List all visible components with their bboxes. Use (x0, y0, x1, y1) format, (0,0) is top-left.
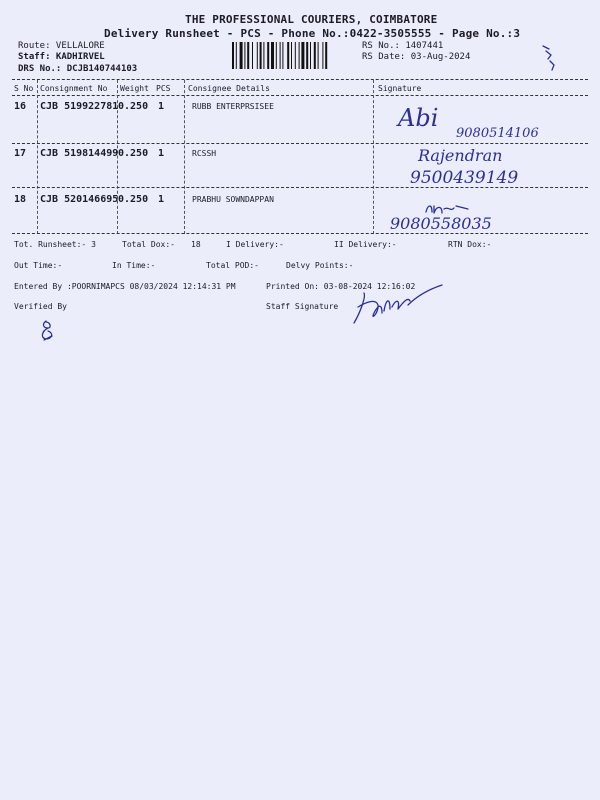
row-signature-phone: 9500439149 (410, 168, 519, 188)
ii-delivery: II Delivery:- (334, 240, 397, 249)
row-consignee: RCSSH (192, 149, 217, 158)
company-title: THE PROFESSIONAL COURIERS, COIMBATORE (185, 13, 438, 26)
barcode-bar (306, 42, 308, 69)
barcode-bar (247, 42, 249, 69)
barcode (232, 42, 354, 69)
row-signature: Rajendran (418, 146, 503, 165)
out-time: Out Time:- (14, 261, 63, 270)
barcode-bar (257, 42, 258, 69)
barcode-bar (325, 42, 327, 69)
printed-on: Printed On: 03-08-2024 12:16:02 (266, 282, 416, 291)
staff-signature-scrawl (348, 283, 444, 329)
barcode-bar (287, 42, 289, 69)
verified-initials (38, 318, 60, 344)
barcode-bar (295, 42, 296, 69)
staff-label: Staff: KADHIRVEL (18, 52, 105, 62)
barcode-bar (276, 42, 277, 69)
row-consignment: CJB 519814499 (40, 148, 119, 159)
row-pcs: 1 (158, 194, 165, 205)
barcode-bar (252, 42, 253, 69)
rtn-dox: RTN Dox:- (448, 240, 492, 249)
barcode-bar (301, 42, 304, 69)
col-header-pcs: PCS (156, 84, 171, 93)
barcode-bar (240, 42, 243, 69)
barcode-bar (267, 42, 269, 69)
col-sep (373, 80, 374, 234)
barcode-bar (271, 42, 274, 69)
barcode-graphic (232, 42, 354, 69)
route-label: Route: VELLALORE (18, 41, 105, 51)
row-consignee: RUBB ENTERPRSISEE (192, 102, 274, 111)
row-weight: 0.250 (118, 148, 149, 159)
row-signature-phone: 9080558035 (390, 214, 492, 233)
row-rule (12, 233, 588, 234)
verified-by: Verified By (14, 302, 67, 311)
delvy-points: Delvy Points:- (286, 261, 354, 270)
in-time: In Time:- (112, 261, 156, 270)
total-dox-label: Total Dox:- (122, 240, 175, 249)
col-sep (184, 80, 185, 234)
barcode-bar (280, 42, 281, 69)
row-pcs: 1 (158, 148, 165, 159)
col-header-weight: Weight (120, 84, 149, 93)
rs-number: RS No.: 1407441 (362, 41, 444, 51)
barcode-bar (232, 42, 234, 69)
barcode-bar (291, 42, 292, 69)
row-signature-phone: 9080514106 (456, 126, 539, 141)
table-header-rule (12, 95, 588, 96)
row-pcs: 1 (158, 101, 165, 112)
row-weight: 0.250 (118, 194, 149, 205)
drs-number: DRS No.: DCJB140744103 (18, 64, 138, 74)
barcode-bar (318, 42, 319, 69)
row-signature: Abi (398, 104, 439, 132)
table-top-rule (12, 79, 588, 80)
corner-scribble (540, 43, 560, 73)
col-header-consignee: Consignee Details (188, 84, 270, 93)
row-consignment: CJB 519922781 (40, 101, 119, 112)
barcode-bar (244, 42, 245, 69)
row-sno: 16 (14, 101, 27, 112)
rs-date: RS Date: 03-Aug-2024 (362, 52, 471, 62)
col-header-signature: Signature (378, 84, 422, 93)
row-sno: 17 (14, 148, 27, 159)
total-dox-value: 18 (191, 240, 201, 249)
row-consignment: CJB 520146695 (40, 194, 119, 205)
row-rule (12, 143, 588, 144)
staff-signature-label: Staff Signature (266, 302, 339, 311)
row-sno: 18 (14, 194, 27, 205)
col-sep (37, 80, 38, 234)
barcode-bar (310, 42, 311, 69)
row-consignee: PRABHU SOWNDAPPAN (192, 195, 274, 204)
barcode-bar (322, 42, 323, 69)
barcode-bar (263, 42, 264, 69)
barcode-bar (236, 42, 237, 69)
col-header-consignment: Consignment No (40, 84, 108, 93)
i-delivery: I Delivery:- (226, 240, 284, 249)
col-header-sno: S No (14, 84, 34, 93)
entered-by: Entered By :POORNIMAPCS 08/03/2024 12:14:31 PM (14, 282, 236, 291)
runsheet-title: Delivery Runsheet - PCS - Phone No.:0422-3505555 - Page No.:3 (104, 27, 521, 40)
tot-runsheet: Tot. Runsheet:- 3 (14, 240, 96, 249)
barcode-bar (299, 42, 300, 69)
barcode-bar (260, 42, 262, 69)
row-weight: 0.250 (118, 101, 149, 112)
row-rule (12, 187, 588, 188)
total-pod: Total POD:- (206, 261, 259, 270)
barcode-bar (314, 42, 316, 69)
barcode-bar (282, 42, 283, 69)
